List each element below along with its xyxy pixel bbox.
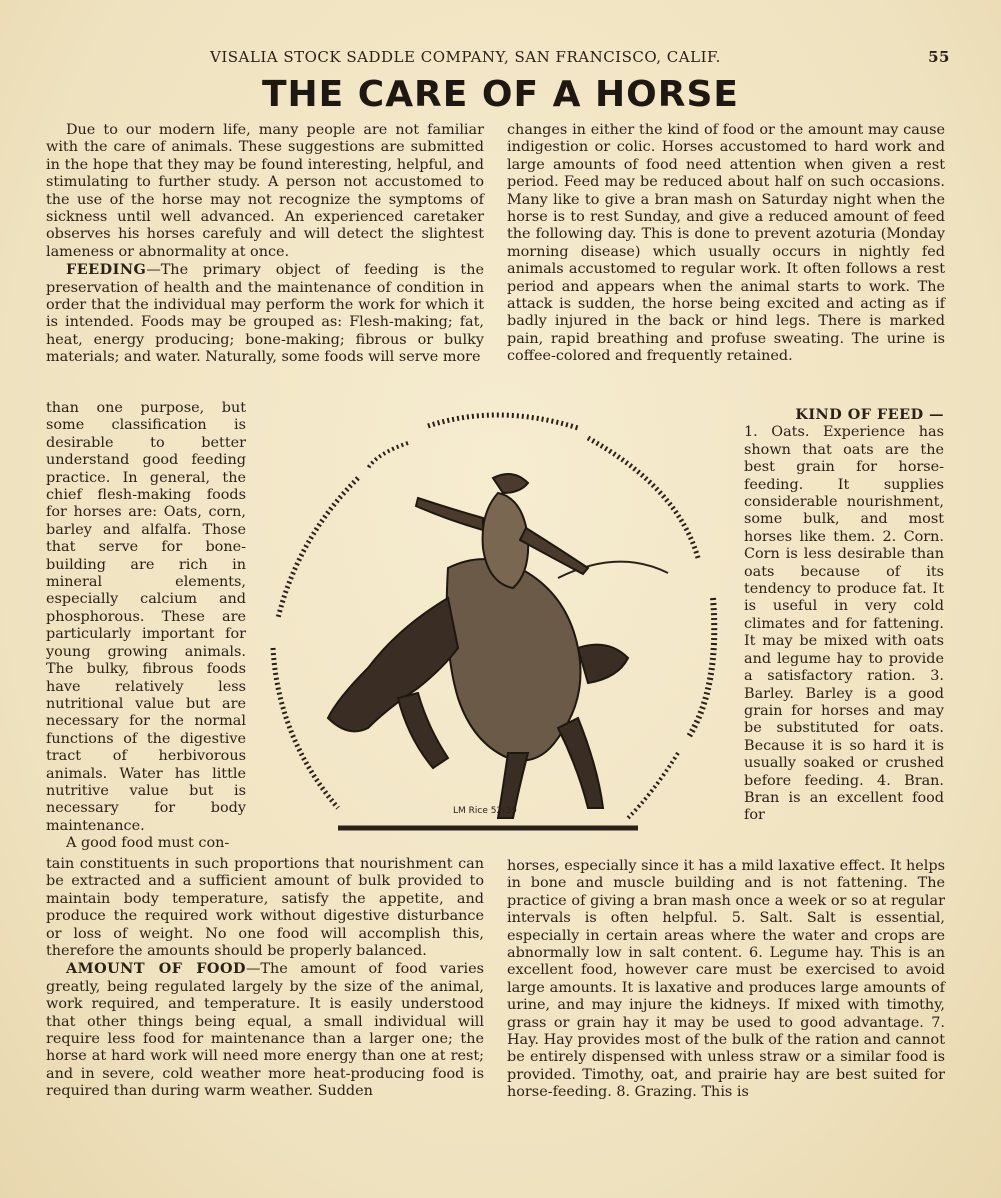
feeding-heading: FEEDING — [66, 261, 147, 279]
amount-text: —The amount of food varies greatly, being regulated largely by the size of the animal, work required, and temperature. It is easily understood that other things being equal, a small individual will require less food for maintenance than a larger one; the horse at hard work will need more energy than one at rest; and in severe, cold weather more heat-producing food is required than during warm weather. Sudden — [46, 961, 484, 1100]
right-bottom-text: horses, especially since it has a mild laxative effect. It helps in bone and muscle building and is not fattening. The practice of giving a bran mash once a week or so at regular intervals is often helpful. 5. Salt. Salt is essential, especially in certain areas where the water and crops are abnormally low in salt content. 6. Legume hay. This is an excellent food, however care must be exercised to avoid large amounts. It is laxative and produces large amounts of urine, and may injure the kidneys. If mixed with timothy, grass or grain hay it may be used to good advantage. 7. Hay. Hay provides most of the bulk of the ration and cannot be entirely dispensed with unless straw or a similar food is provided. Timothy, oat, and prairie hay are best suited for horse-feeding. 8. Grazing. This is — [507, 858, 945, 1101]
right-column-narrow — [744, 406, 944, 825]
kind-text-narrow: 1. Oats. Experience has shown that oats are the best grain for horse-feeding. It supplies considerable nourishment, some bulk, and most horses like them. 2. Corn. Corn is less desirable than oats because of its tendency to produce fat. It is useful in very cold climates and for fattening. It may be mixed with oats and legume hay to provide a satisfactory ration. 3. Barley. Barley is a good grain for horses and may be substituted for oats. Because it is so hard it is usually soaked or crushed before feeding. 4. Bran. Bran is an excellent food for — [744, 424, 944, 824]
left-column-top — [46, 122, 484, 367]
kind-heading: KIND OF FEED — — [795, 406, 944, 423]
feeding-text-top: —The primary object of feeding is the preservation of health and the maintenance of condition in order that the individual may perform the work for which it is intended. Foods may be grouped as: Flesh-making; fat, heat, energy producing; bone-making; fibrous or bulky materials; and water. Naturally, some foods will serve more — [46, 262, 484, 366]
right-column-bottom — [507, 858, 945, 1102]
right-top-text: changes in either the kind of food or the amount may cause indigestion or colic. Horses accustomed to hard work and large amounts of food need attention when given a rest period. Feed may be reduced about half on such occasions. Many like to give a bran mash on Saturday night when the horse is to rest Sunday, and give a reduced amount of feed the following day. This is done to prevent azoturia (Monday morning disease) which usually occurs in nightly fed animals accustomed to regular work. It often follows a rest period and appears when the animal starts to work. The attack is sudden, the horse being excited and acting as if badly injured in the back or hind legs. There is marked pain, rapid breathing and profuse sweating. The urine is coffee-colored and frequently retained. — [507, 122, 945, 365]
amount-heading: AMOUNT OF FOOD — [66, 960, 246, 978]
cowboy-rider-icon — [416, 474, 588, 588]
left-column-bottom — [46, 856, 484, 1101]
feeding-text-narrow: than one purpose, but some classification is desirable to better understand good feeding practice. In general, the chief flesh-making foods for horses are: Oats, corn, barley and alfalfa. Those that serve for bone-building are rich in mineral elements, especially calcium and phosphorous. These are particularly important for young growing animals. The bulky, fibrous foods have relatively less nutritional value but are necessary for the normal functions of the digestive tract of herbivorous animals. Water has little nutritive value but is necessary for body maintenance. — [46, 400, 246, 834]
article-title: THE CARE OF A HORSE — [261, 74, 740, 115]
kind-heading-line — [744, 406, 944, 424]
amount-paragraph — [46, 960, 484, 1100]
right-column-top — [507, 122, 945, 366]
running-title: VISALIA STOCK SADDLE COMPANY, SAN FRANCISCO, CALIF. — [210, 48, 721, 66]
artist-signature: LM Rice 52-39 — [453, 806, 517, 816]
bucking-horse-illustration — [258, 398, 728, 843]
good-food-start: A good food must con- — [66, 835, 230, 852]
page-number: 55 — [928, 48, 950, 66]
left-column-narrow — [46, 400, 246, 853]
horse-icon — [328, 559, 628, 818]
intro-paragraph: Due to our modern life, many people are not familiar with the care of animals. These suggestions are submitted in the hope that they may be found interesting, helpful, and stimulating to further study. A person not accustomed to the use of the horse may not recognize the symptoms of sickness until well advanced. An experienced caretaker observes his horses carefuly and will detect the slightest lameness or abnormality at once. — [46, 122, 484, 260]
good-food-rest: tain constituents in such proportions that nourishment can be extracted and a sufficient amount of bulk provided to maintain body temperature, satisfy the appetite, and produce the required work without digestive disturbance or loss of weight. No one food will accomplish this, therefore the amounts should be properly balanced. — [46, 856, 484, 960]
feeding-paragraph — [46, 261, 484, 366]
